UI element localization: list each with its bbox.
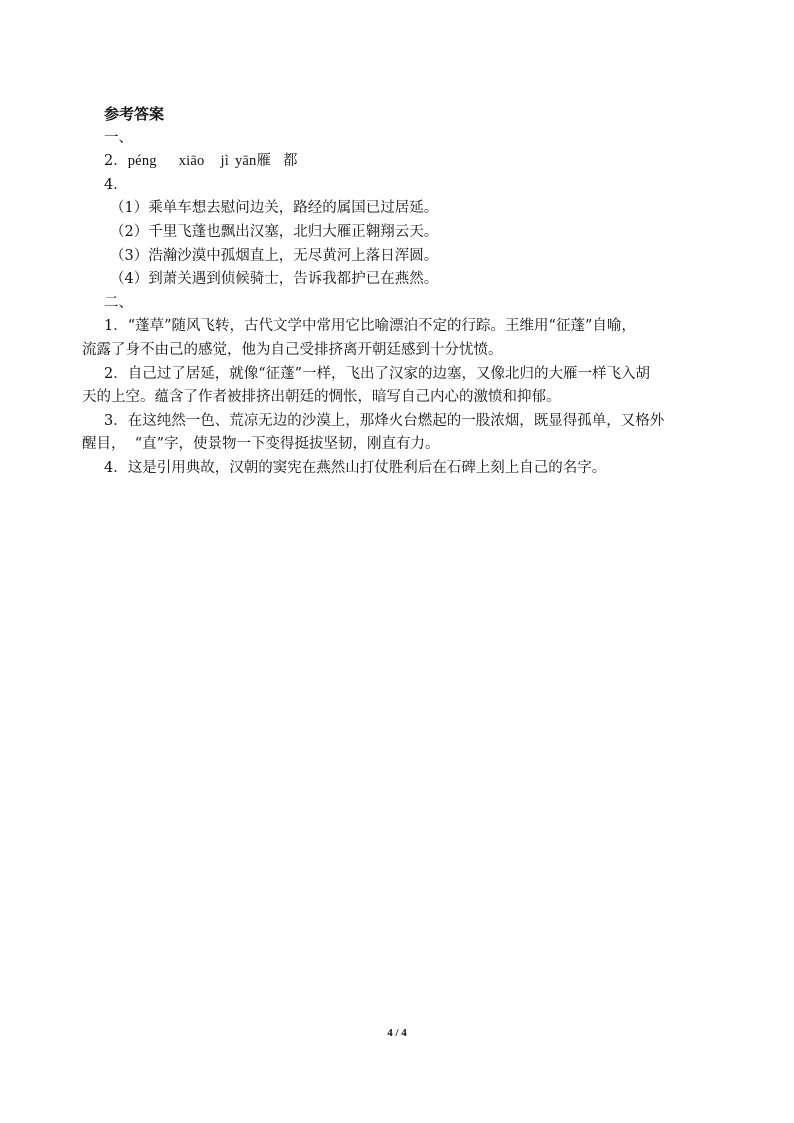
pinyin-4: yān [234, 153, 257, 170]
question-4-label: 4． [104, 176, 128, 193]
pinyin-1: péng [127, 153, 157, 170]
answer-1-line-2: 流露了身不由己的感觉，他为自己受排挤离开朝廷感到十分忧愤。 [82, 341, 503, 358]
char-2: 都 [283, 153, 298, 170]
answer-2-line-1: 2．自己过了居延，就像“征蓬”一样，飞出了汉家的边塞，又像北归的大雁一样飞入胡 [104, 365, 651, 382]
question-2-answer [104, 150, 694, 174]
answer-1-line-1: 1．“蓬草”随风飞转，古代文学中常用它比喻漂泊不定的行踪。王维用“征蓬”自喻， [104, 318, 636, 335]
translation-item-1: （1）乘单车想去慰问边关，路经的属国已过居延。 [110, 200, 439, 217]
answer-content [82, 103, 694, 481]
answer-2-line-2: 天的上空。蕴含了作者被排挤出朝廷的惆怅，暗写自己内心的激愤和抑郁。 [82, 389, 561, 406]
question-2-label: 2． [104, 153, 128, 170]
pinyin-2: xiāo [178, 153, 205, 170]
answer-3-line-1: 3．在这纯然一色、荒凉无边的沙漠上，那烽火台燃起的一股浓烟，既显得孤单，又格外 [104, 412, 665, 429]
section-one-heading: 一、 [104, 129, 133, 146]
answer-title: 参考答案 [104, 105, 165, 123]
pinyin-3: jì [220, 153, 229, 170]
translation-item-2: （2）千里飞蓬也飘出汉塞，北归大雁正翱翔云天。 [110, 223, 439, 240]
translation-item-3: （3）浩瀚沙漠中孤烟直上，无尽黄河上落日浑圆。 [110, 247, 439, 264]
answer-3-line-2: 醒目， “直”字，使景物一下变得挺拔坚韧，刚直有力。 [82, 436, 440, 453]
section-two-heading: 二、 [104, 294, 133, 311]
answer-4-line-1: 4．这是引用典故，汉朝的窦宪在燕然山打仗胜利后在石碑上刻上自己的名字。 [104, 459, 607, 476]
translation-item-4: （4）到萧关遇到侦候骑士，告诉我都护已在燕然。 [110, 271, 439, 288]
page-number: 4 / 4 [387, 1027, 407, 1039]
char-1: 雁 [256, 153, 272, 170]
